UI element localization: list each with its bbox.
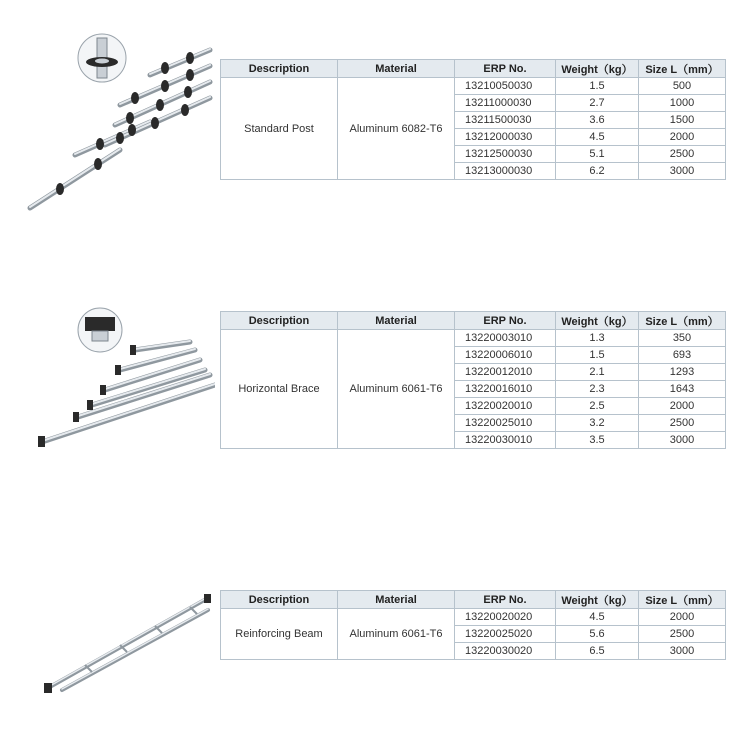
size-cell: 2000 [639, 609, 726, 626]
size-cell: 350 [639, 330, 726, 347]
erp-cell: 13212000030 [455, 129, 556, 146]
header-weight: Weight（kg） [556, 591, 639, 609]
weight-cell: 3.5 [556, 432, 639, 449]
weight-cell: 1.3 [556, 330, 639, 347]
erp-cell: 13220020010 [455, 398, 556, 415]
size-cell: 2000 [639, 398, 726, 415]
erp-cell: 13220016010 [455, 381, 556, 398]
weight-cell: 1.5 [556, 78, 639, 95]
erp-cell: 13220025010 [455, 415, 556, 432]
weight-cell: 4.5 [556, 129, 639, 146]
horizontal-brace-illustration [30, 305, 215, 455]
product-description: Horizontal Brace [221, 330, 338, 449]
weight-cell: 2.7 [556, 95, 639, 112]
erp-cell: 13220003010 [455, 330, 556, 347]
erp-cell: 13212500030 [455, 146, 556, 163]
header-size: Size L（mm） [639, 312, 726, 330]
product-material: Aluminum 6082-T6 [338, 78, 455, 180]
table-row [221, 330, 726, 347]
product-material: Aluminum 6061-T6 [338, 330, 455, 449]
weight-cell: 1.5 [556, 347, 639, 364]
header-erp: ERP No. [455, 312, 556, 330]
table-row [221, 78, 726, 95]
header-size: Size L（mm） [639, 60, 726, 78]
erp-cell: 13210050030 [455, 78, 556, 95]
weight-cell: 2.3 [556, 381, 639, 398]
erp-cell: 13213000030 [455, 163, 556, 180]
erp-cell: 13220030010 [455, 432, 556, 449]
weight-cell: 6.5 [556, 643, 639, 660]
size-cell: 2000 [639, 129, 726, 146]
standard-post-spec-table [220, 59, 726, 180]
weight-cell: 3.2 [556, 415, 639, 432]
size-cell: 1643 [639, 381, 726, 398]
size-cell: 1293 [639, 364, 726, 381]
size-cell: 2500 [639, 415, 726, 432]
size-cell: 3000 [639, 643, 726, 660]
size-cell: 500 [639, 78, 726, 95]
size-cell: 2500 [639, 626, 726, 643]
product-material: Aluminum 6061-T6 [338, 609, 455, 660]
header-description: Description [221, 60, 338, 78]
header-material: Material [338, 591, 455, 609]
weight-cell: 6.2 [556, 163, 639, 180]
header-material: Material [338, 60, 455, 78]
weight-cell: 5.6 [556, 626, 639, 643]
weight-cell: 4.5 [556, 609, 639, 626]
weight-cell: 2.1 [556, 364, 639, 381]
header-erp: ERP No. [455, 591, 556, 609]
product-description: Standard Post [221, 78, 338, 180]
standard-post-illustration [20, 30, 220, 215]
reinforcing-beam-illustration [40, 590, 215, 700]
header-material: Material [338, 312, 455, 330]
erp-cell: 13220006010 [455, 347, 556, 364]
size-cell: 3000 [639, 432, 726, 449]
product-description: Reinforcing Beam [221, 609, 338, 660]
weight-cell: 2.5 [556, 398, 639, 415]
size-cell: 1500 [639, 112, 726, 129]
size-cell: 1000 [639, 95, 726, 112]
header-size: Size L（mm） [639, 591, 726, 609]
erp-cell: 13220012010 [455, 364, 556, 381]
erp-cell: 13211000030 [455, 95, 556, 112]
header-erp: ERP No. [455, 60, 556, 78]
erp-cell: 13220025020 [455, 626, 556, 643]
table-row [221, 609, 726, 626]
weight-cell: 3.6 [556, 112, 639, 129]
erp-cell: 13220020020 [455, 609, 556, 626]
reinforcing-beam-spec-table [220, 590, 726, 660]
erp-cell: 13211500030 [455, 112, 556, 129]
header-description: Description [221, 312, 338, 330]
horizontal-brace-spec-table [220, 311, 726, 449]
header-weight: Weight（kg） [556, 312, 639, 330]
size-cell: 693 [639, 347, 726, 364]
header-description: Description [221, 591, 338, 609]
erp-cell: 13220030020 [455, 643, 556, 660]
weight-cell: 5.1 [556, 146, 639, 163]
size-cell: 3000 [639, 163, 726, 180]
size-cell: 2500 [639, 146, 726, 163]
header-weight: Weight（kg） [556, 60, 639, 78]
